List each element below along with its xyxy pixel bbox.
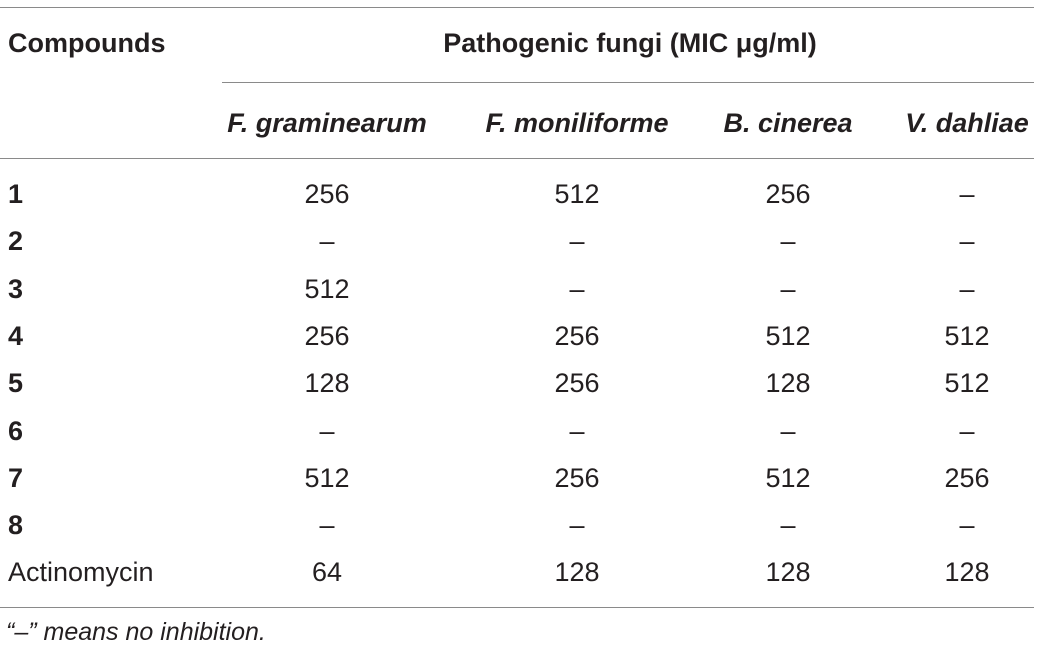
table-cell: 128 (304, 368, 350, 398)
table-cell: 512 (944, 321, 990, 351)
header-rule (0, 158, 1034, 159)
table-cell: 256 (554, 368, 600, 398)
bottom-rule (0, 607, 1034, 608)
column-header-f-graminearum: F. graminearum (227, 108, 427, 138)
table-cell: – (959, 416, 975, 446)
column-header-b-cinerea: B. cinerea (723, 108, 853, 138)
table-cell: 512 (944, 368, 990, 398)
table-cell: 128 (554, 557, 600, 587)
table-cell: 64 (311, 557, 343, 587)
table-cell: 256 (304, 321, 350, 351)
table-cell: – (319, 226, 335, 256)
row-label: 4 (8, 321, 24, 351)
table-cell: 128 (944, 557, 990, 587)
table-cell: – (780, 274, 796, 304)
table-footnote: “–” means no inhibition. (6, 618, 266, 646)
header-pathogenic-fungi: Pathogenic fungi (MIC μg/ml) (443, 28, 817, 58)
table-cell: – (319, 510, 335, 540)
row-label: 2 (8, 226, 24, 256)
table-cell: 128 (765, 557, 811, 587)
header-compounds: Compounds (8, 28, 166, 58)
row-label: Actinomycin (8, 557, 154, 587)
table-cell: 512 (765, 463, 811, 493)
table-cell: – (780, 510, 796, 540)
row-label: 6 (8, 416, 24, 446)
table-cell: 512 (304, 274, 350, 304)
table-cell: 512 (304, 463, 350, 493)
table-cell: – (959, 510, 975, 540)
table-cell: – (569, 416, 585, 446)
row-label: 5 (8, 368, 24, 398)
table-cell: – (319, 416, 335, 446)
row-label: 3 (8, 274, 24, 304)
column-header-v-dahliae: V. dahliae (905, 108, 1029, 138)
top-rule (0, 7, 1034, 8)
row-label: 8 (8, 510, 24, 540)
table-cell: 512 (554, 179, 600, 209)
table-cell: – (780, 226, 796, 256)
table-cell: 256 (554, 321, 600, 351)
column-header-f-moniliforme: F. moniliforme (485, 108, 669, 138)
group-header-rule (222, 82, 1034, 83)
table-cell: 256 (765, 179, 811, 209)
table-cell: – (959, 226, 975, 256)
table-cell: 256 (944, 463, 990, 493)
table-cell: – (959, 274, 975, 304)
row-label: 1 (8, 179, 24, 209)
table-cell: – (959, 179, 975, 209)
table-cell: 256 (304, 179, 350, 209)
table-cell: 128 (765, 368, 811, 398)
table-cell: – (569, 226, 585, 256)
table-cell: 256 (554, 463, 600, 493)
table-cell: 512 (765, 321, 811, 351)
table-cell: – (569, 510, 585, 540)
table-cell: – (780, 416, 796, 446)
table-cell: – (569, 274, 585, 304)
row-label: 7 (8, 463, 24, 493)
